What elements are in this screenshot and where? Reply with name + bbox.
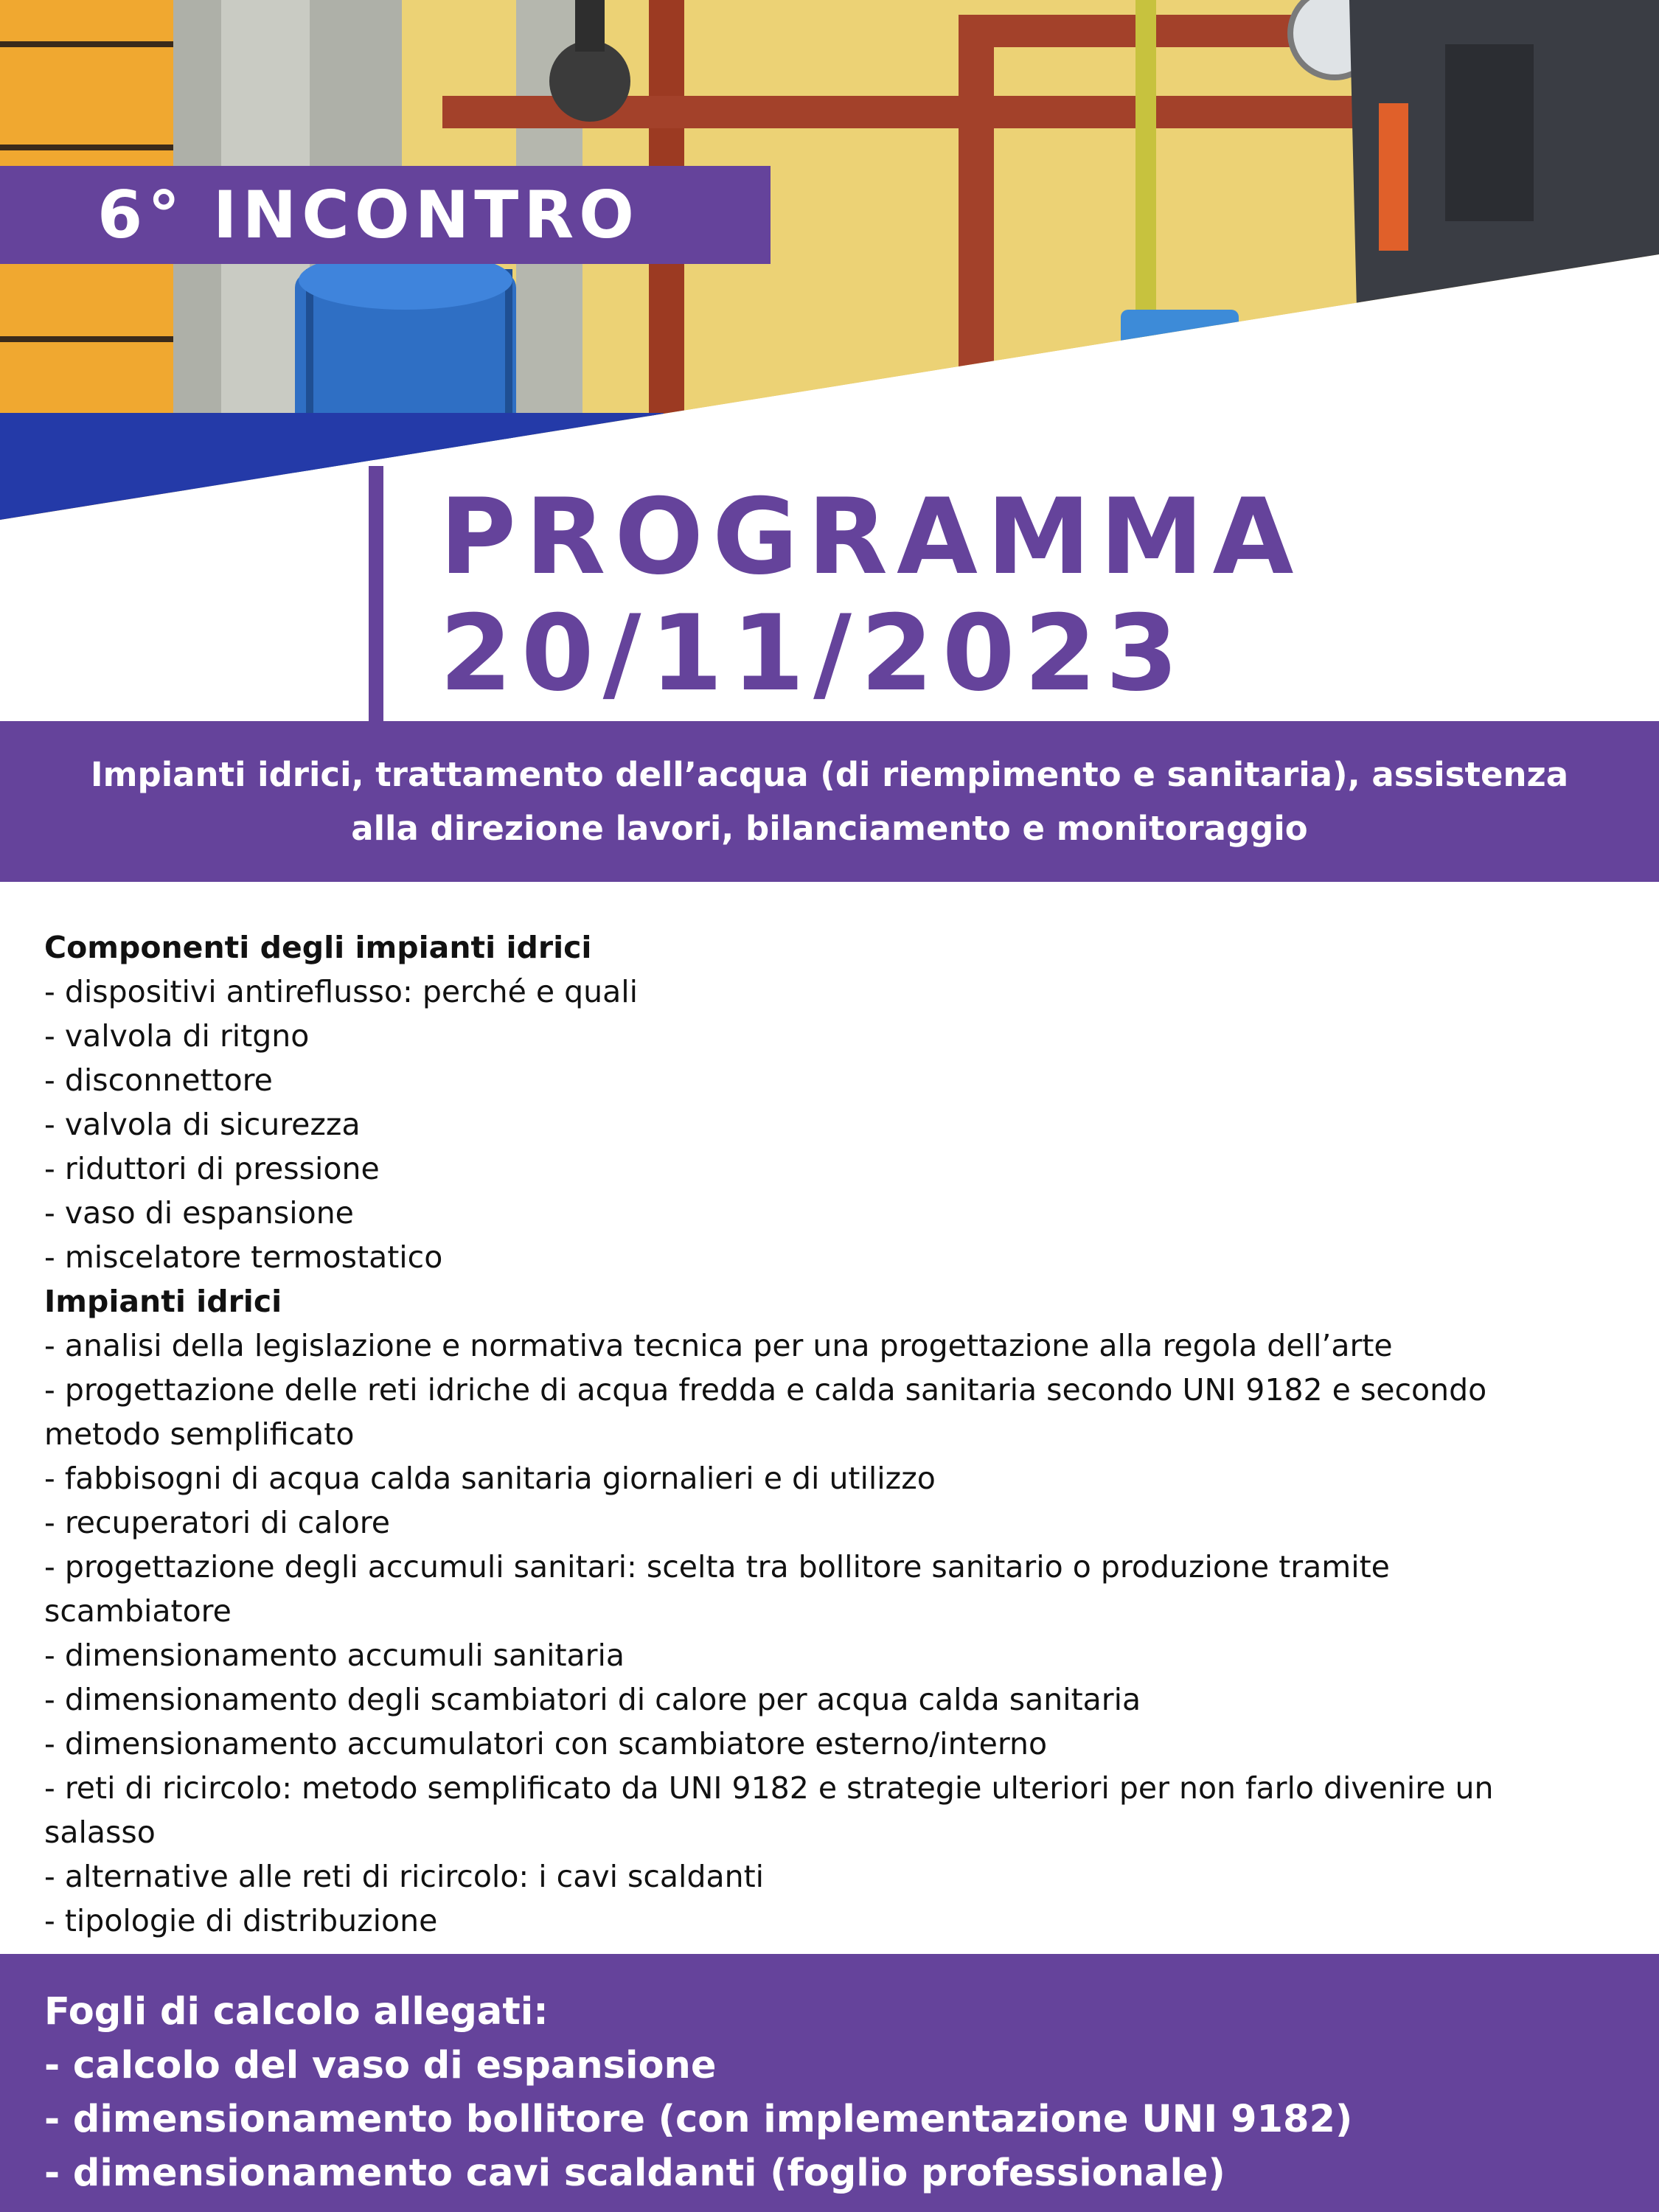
attachments-band <box>0 1954 1659 2212</box>
attachments-title: Fogli di calcolo allegati: <box>44 1990 549 2034</box>
list-item: - progettazione degli accumuli sanitari: scelta tra bollitore sanitario o produzione tramite <box>44 1549 1390 1585</box>
attachment-item: - dimensionamento bollitore (con implementazione UNI 9182) <box>44 2098 1353 2141</box>
list-item: scambiatore <box>44 1593 232 1629</box>
list-item: - dispositivi antireflusso: perché e quali <box>44 974 639 1009</box>
title-accent-bar <box>369 466 383 724</box>
list-item: - dimensionamento accumulatori con scambiatore esterno/interno <box>44 1726 1048 1761</box>
list-item: - valvola di ritgno <box>44 1018 310 1054</box>
title-programma: PROGRAMMA <box>439 476 1303 598</box>
list-item: - valvola di sicurezza <box>44 1107 361 1142</box>
subtitle-band <box>0 721 1659 882</box>
hero-photo <box>0 0 1659 531</box>
list-item: - dimensionamento degli scambiatori di calore per acqua calda sanitaria <box>44 1682 1141 1717</box>
program-content <box>44 925 1615 1943</box>
section-title-systems: Impianti idrici <box>44 1284 282 1319</box>
list-item: - riduttori di pressione <box>44 1151 380 1186</box>
meeting-number: 6° INCONTRO <box>97 177 639 253</box>
list-item: - tipologie di distribuzione <box>44 1903 438 1938</box>
list-item: - reti di ricircolo: metodo semplificato da UNI 9182 e strategie ulteriori per non farlo divenire un <box>44 1770 1494 1806</box>
list-item: - miscelatore termostatico <box>44 1239 443 1275</box>
title-date: 20/11/2023 <box>439 593 1188 714</box>
list-item: - analisi della legislazione e normativa tecnica per una progettazione alla regola dell’arte <box>44 1328 1393 1363</box>
attachment-item: - calcolo del vaso di espansione <box>44 2044 717 2087</box>
page-title <box>439 476 1619 714</box>
list-item: - fabbisogni di acqua calda sanitaria giornalieri e di utilizzo <box>44 1461 936 1496</box>
list-item: - disconnettore <box>44 1062 273 1098</box>
list-item: - vaso di espansione <box>44 1195 354 1231</box>
list-item: salasso <box>44 1815 156 1850</box>
attachment-item: - dimensionamento cavi scaldanti (foglio professionale) <box>44 2152 1225 2195</box>
subtitle-line-1: Impianti idrici, trattamento dell’acqua (di riempimento e sanitaria), assistenza <box>90 755 1569 794</box>
subtitle-line-2: alla direzione lavori, bilanciamento e monitoraggio <box>351 809 1308 848</box>
meeting-badge <box>0 166 771 264</box>
list-item: - progettazione delle reti idriche di acqua fredda e calda sanitaria secondo UNI 9182 e secondo <box>44 1372 1487 1408</box>
section-title-components: Componenti degli impianti idrici <box>44 930 592 965</box>
subtitle <box>91 748 1568 855</box>
list-item: - alternative alle reti di ricircolo: i cavi scaldanti <box>44 1859 765 1894</box>
list-item: - recuperatori di calore <box>44 1505 390 1540</box>
list-item: metodo semplificato <box>44 1416 355 1452</box>
list-item: - dimensionamento accumuli sanitaria <box>44 1638 625 1673</box>
